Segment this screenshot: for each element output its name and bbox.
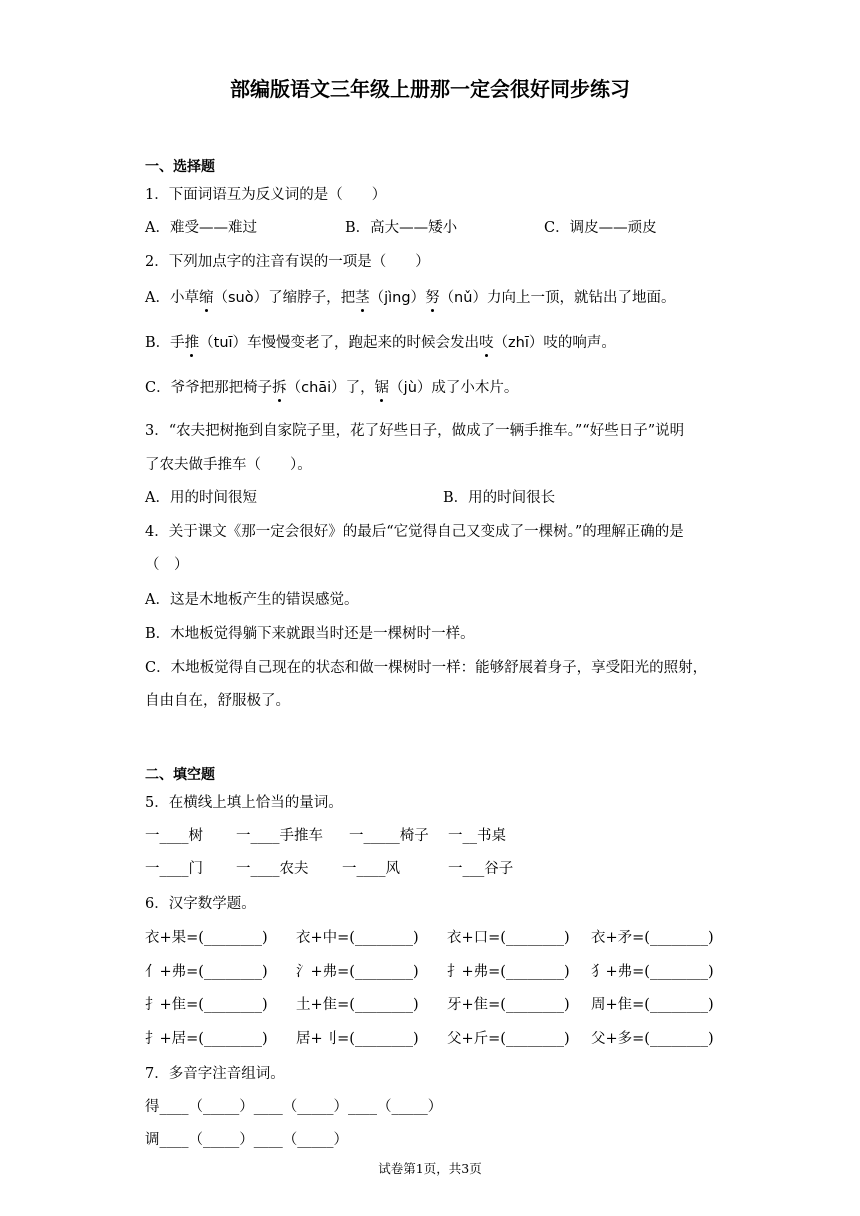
char-math-item: 父+斤=(________) (447, 1031, 570, 1047)
question-5-stem: 5．在横线上填上恰当的量词。 (145, 795, 343, 811)
page-title: 部编版语文三年级上册那一定会很好同步练习 (230, 77, 630, 101)
text: 了缩脖子，把 (268, 290, 356, 306)
measure-word-item: 一____农夫 (236, 861, 309, 877)
section-heading-fill: 二、填空题 (145, 767, 215, 783)
question-1-option-a: A．难受——难过 (145, 220, 257, 236)
dotted-char: 缩 (198, 290, 214, 306)
question-4-option-b: B．木地板觉得躺下来就跟当时还是一棵树时一样。 (145, 626, 475, 642)
char-math-item: 亻+弗=(________) (145, 964, 268, 980)
measure-word-item: 一____树 (145, 828, 203, 844)
text: A．小草 (145, 290, 199, 306)
char-math-item: 衣+果=(________) (145, 930, 268, 946)
char-math-item: 父+多=(________) (591, 1031, 714, 1047)
pinyin: （chāi） (286, 380, 346, 396)
question-4-line-2: （ ） (145, 557, 189, 573)
dotted-char: 茎 (355, 290, 370, 306)
char-math-item: 扌+隹=(________) (145, 997, 268, 1013)
question-3-option-a: A．用的时间很短 (145, 490, 257, 506)
measure-word-item: 一____风 (342, 861, 400, 877)
question-2-stem: 2．下列加点字的注音有误的一项是（ ） (145, 254, 430, 270)
text: C．爷爷把那把椅子 (145, 380, 273, 396)
char-math-item: 牙+隹=(________) (447, 997, 570, 1013)
dotted-char: 努 (425, 290, 440, 306)
question-6-stem: 6．汉字数学题。 (145, 896, 256, 912)
text: B．手 (145, 335, 185, 351)
char-math-item: 衣+口=(________) (447, 930, 570, 946)
question-1-option-c: C．调皮——顽皮 (544, 220, 657, 236)
char-math-item: 扌+居=(________) (145, 1031, 268, 1047)
char-math-item: 衣+中=(________) (296, 930, 419, 946)
char-math-item: 扌+弗=(________) (447, 964, 570, 980)
pinyin: （jìng） (369, 290, 426, 306)
pinyin: （suò） (213, 290, 269, 306)
question-7-stem: 7．多音字注音组词。 (145, 1066, 285, 1082)
question-1-stem: 1．下面词语互为反义词的是（ ） (145, 187, 387, 203)
char-math-item: 氵+弗=(________) (296, 964, 419, 980)
char-math-item: 周+隹=(________) (591, 997, 714, 1013)
question-3-option-b: B．用的时间很长 (443, 490, 556, 506)
dotted-char: 锯 (374, 380, 390, 396)
polyphone-line-de: 得____（_____）____（_____）____（_____） (145, 1099, 443, 1115)
pinyin: （zhī） (493, 335, 544, 351)
pinyin: （nǔ） (439, 290, 487, 306)
question-4-option-c-line-2: 自由自在，舒服极了。 (145, 693, 290, 709)
page-footer: 试卷第1页，共3页 (378, 1161, 482, 1176)
question-3-line-1: 3．“农夫把树拖到自家院子里，花了好些日子，做成了一辆手推车。”“好些日子”说明 (145, 423, 685, 439)
text: 力向上一顶，就钻出了地面。 (486, 290, 676, 306)
measure-word-item: 一___谷子 (448, 861, 514, 877)
char-math-item: 衣+矛=(________) (591, 930, 714, 946)
text: 车慢慢变老了，跑起来的时候会发出 (247, 335, 480, 351)
dotted-char: 拆 (272, 380, 287, 396)
pinyin: （jù） (389, 380, 432, 396)
text: 吱的响声。 (543, 335, 616, 351)
section-heading-choice: 一、选择题 (145, 159, 215, 175)
question-4-option-c-line-1: C．木地板觉得自己现在的状态和做一棵树时一样：能够舒展着身子，享受阳光的照射， (145, 660, 708, 676)
text: 了， (345, 380, 375, 396)
measure-word-item: 一____手推车 (236, 828, 323, 844)
char-math-item: 土+隹=(________) (296, 997, 419, 1013)
question-2-option-a (145, 291, 675, 306)
question-2-option-c (145, 381, 518, 396)
polyphone-line-tiao: 调____（_____）____（_____） (145, 1132, 348, 1148)
question-1-option-b: B．高大——矮小 (345, 220, 458, 236)
question-4-option-a: A．这是木地板产生的错误感觉。 (145, 592, 359, 608)
question-4-line-1: 4．关于课文《那一定会很好》的最后“它觉得自己又变成了一棵树。”的理解正确的是 (145, 524, 684, 540)
question-3-line-2: 了农夫做手推车（ ）。 (145, 457, 312, 473)
dotted-char: 推 (184, 335, 200, 351)
measure-word-item: 一__书桌 (448, 828, 506, 844)
char-math-item: 犭+弗=(________) (591, 964, 714, 980)
question-2-option-b (145, 336, 616, 351)
dotted-char: 吱 (479, 335, 494, 351)
text: 成了小木片。 (431, 380, 519, 396)
measure-word-item: 一____门 (145, 861, 203, 877)
pinyin: （tuī） (199, 335, 248, 351)
char-math-item: 居+刂=(________) (296, 1031, 419, 1047)
measure-word-item: 一_____椅子 (349, 828, 429, 844)
